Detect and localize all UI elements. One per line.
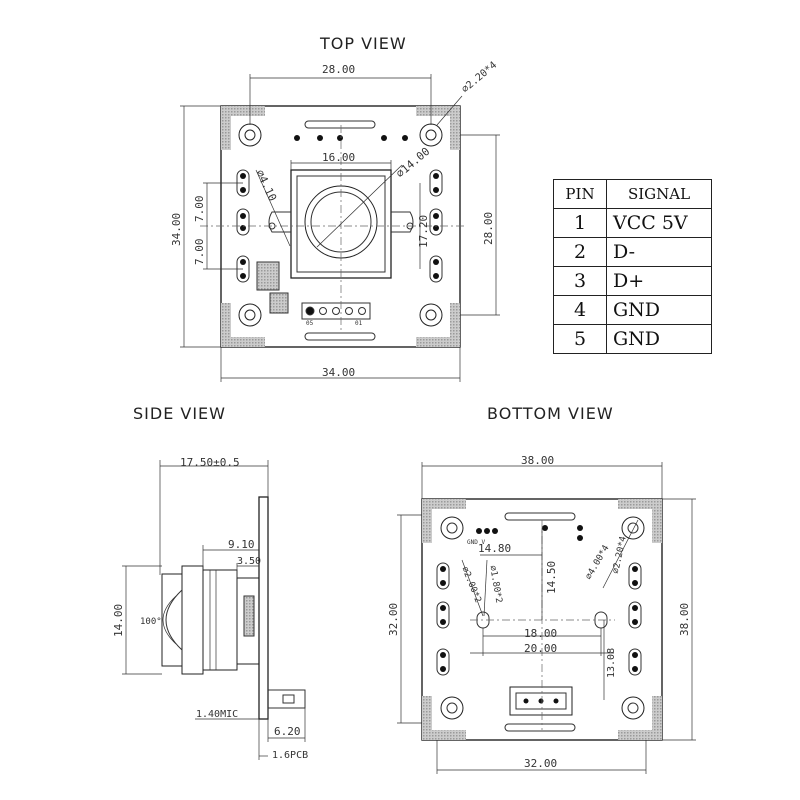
- hole-c-label: ⌀4.00*4: [583, 543, 612, 582]
- top-hole-label: ⌀2.20*4: [459, 59, 500, 96]
- pin-number: 4: [554, 296, 607, 325]
- bottom-view: [397, 462, 696, 774]
- top-view: [180, 74, 500, 382]
- lens-dome: [166, 590, 182, 650]
- side-total-label: 17.50±0.5: [180, 456, 240, 469]
- side-pcb-label: 1.6PCB: [272, 750, 309, 761]
- lens-dia-label: ⌀14.00: [393, 144, 433, 181]
- left-hole-label: ⌀4.10: [253, 167, 280, 204]
- half-down-label: 7.00: [193, 238, 206, 265]
- bottom-width-label: 38.00: [521, 454, 555, 467]
- side-d2-label: 3.50: [237, 556, 262, 567]
- side-lens-ring: [182, 566, 203, 674]
- marker-05: 05: [306, 320, 314, 327]
- corner-pad: [221, 303, 231, 347]
- bottom-d1800-label: 18.00: [524, 627, 558, 640]
- side-connector-pin: [283, 695, 294, 703]
- bottom-width-bottom-label: 32.00: [524, 757, 558, 770]
- side-height-label: 14.00: [112, 603, 125, 637]
- pin-header: PIN: [554, 180, 607, 209]
- connector-pin: [306, 307, 314, 315]
- corner-pad: [450, 303, 460, 347]
- half-up-label: 7.00: [193, 195, 206, 222]
- corner-pad: [450, 106, 460, 150]
- bottom-d1480-label: 14.80: [478, 542, 512, 555]
- center-right-label: 17.20: [417, 214, 430, 248]
- hole-b-label: ⌀1.80*2: [487, 564, 504, 604]
- signal-header: SIGNAL: [607, 180, 712, 209]
- top-right-height-label: 28.00: [482, 211, 495, 245]
- top-height-label: 34.00: [170, 212, 183, 246]
- bottom-d1450-label: 14.50: [545, 560, 558, 594]
- side-pcb: [259, 497, 268, 719]
- pin-signal: VCC 5V: [607, 209, 712, 238]
- bottom-right-height-label: 38.00: [678, 602, 691, 636]
- side-barrel: [203, 570, 237, 670]
- corner-pad: [422, 696, 432, 740]
- pin-number: 2: [554, 238, 607, 267]
- pin-number: 1: [554, 209, 607, 238]
- hole-a-label: ⌀2.00*2: [459, 565, 483, 605]
- bottom-left-height-label: 32.00: [387, 602, 400, 636]
- lens-dome-inner: [163, 596, 176, 644]
- corner-pad: [652, 696, 662, 740]
- side-mic-label: 1.40MIC: [196, 709, 239, 720]
- top-bottom-width-label: 34.00: [322, 366, 356, 379]
- side-angle-label: 100°: [140, 617, 162, 627]
- pin-signal: GND: [607, 296, 712, 325]
- lens-width-label: 16.00: [322, 151, 356, 164]
- bottom-d2000-label: 20.00: [524, 642, 558, 655]
- corner-pad: [221, 106, 231, 150]
- side-view-title: SIDE VIEW: [133, 404, 226, 423]
- pin-number: 3: [554, 267, 607, 296]
- connector-label: GND V: [467, 539, 486, 546]
- side-d3-label: 6.20: [274, 725, 301, 738]
- bottom-d1308-label: 13.08: [606, 647, 617, 678]
- pin-number: 5: [554, 325, 607, 354]
- ic-chip: [257, 262, 279, 290]
- bottom-view-title: BOTTOM VIEW: [487, 404, 614, 423]
- side-holder-label: [244, 596, 254, 636]
- top-view-title: TOP VIEW: [320, 34, 407, 53]
- hole-d-label: ⌀2.20*4: [611, 535, 629, 575]
- side-d1-label: 9.10: [228, 538, 255, 551]
- pin-signal: D+: [607, 267, 712, 296]
- side-connector: [268, 690, 305, 708]
- marker-01: 01: [355, 320, 363, 327]
- corner-pad: [652, 499, 662, 543]
- pin-signal: D-: [607, 238, 712, 267]
- pin-signal: GND: [607, 325, 712, 354]
- ic-chip: [270, 293, 288, 313]
- corner-pad: [422, 499, 432, 543]
- top-width-label: 28.00: [322, 63, 356, 76]
- side-lens-front: [162, 574, 182, 666]
